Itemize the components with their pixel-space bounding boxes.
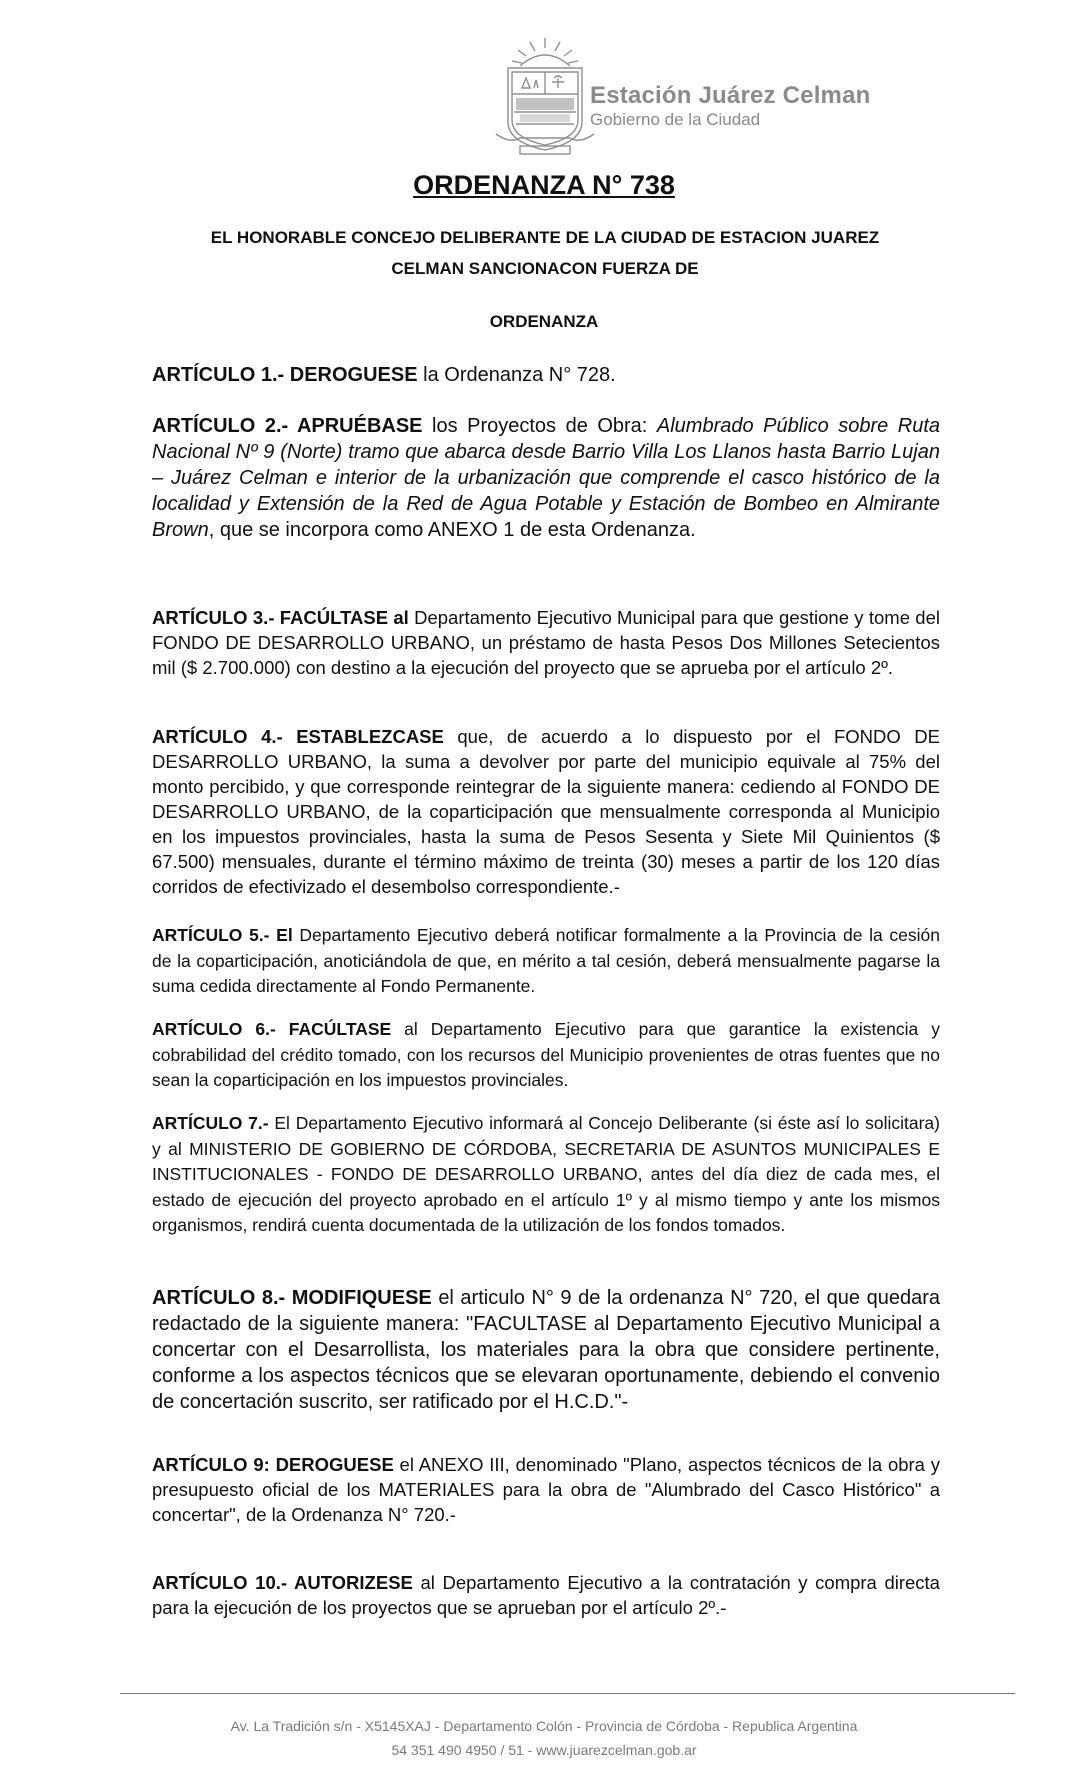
letterhead (490, 34, 930, 159)
municipal-crest-logo (490, 34, 600, 159)
article-1 (152, 362, 940, 388)
brand-title: Estación Juárez Celman (590, 82, 871, 109)
article-7-text: El Departamento Ejecutivo informará al Concejo Deliberante (si éste así lo solicitara) y al MINISTERIO DE GOBIERNO DE CÓRDOBA, SECRETARIA DE ASUNTOS MUNICIPALES E INSTITUCIONALES - FONDO DE DESARROLLO URBANO, antes del día diez de cada mes, el estado de ejecución del proyecto aprobado en el artículo 1º y al mismo tiempo y ante los mismos organismos, rendirá cuenta documentada de la utilización de los fondos tomados. (152, 1113, 940, 1235)
article-2-text-italic: Alumbrado Público sobre Ruta Nacional Nº 9 (Norte) tramo que abarca desde Barrio Villa Los Llanos hasta Barrio Lujan – Juárez Celman e interior de la urbanización que comprende el casco histórico de la localidad y Extensión de la Red de Agua Potable y Estación de Bombeo en Almirante Brown (152, 415, 941, 541)
article-6-text: al Departamento Ejecutivo para que garantice la existencia y cobrabilidad del crédito tomado, con los recursos del Municipio provenientes de otras fuentes que no sean la coparticipación en los impuestos provinciales. (152, 1019, 940, 1090)
brand-subtitle: Gobierno de la Ciudad (590, 110, 761, 129)
article-6-label: ARTÍCULO 6.- FACÚLTASE (152, 1019, 392, 1039)
article-5-label: ARTÍCULO 5.- El (152, 925, 293, 945)
article-2-text-pre: los Proyectos de Obra: (422, 415, 657, 437)
footer-address: Av. La Tradición s/n - X5145XAJ - Departamento Colón - Provincia de Córdoba - Republica Argentina (230, 1718, 858, 1734)
article-9 (152, 1452, 940, 1527)
document-subtitle: ORDENANZA (489, 312, 599, 331)
article-2-label: ARTÍCULO 2.- APRUÉBASE (152, 415, 423, 437)
article-8-text: el articulo N° 9 de la ordenanza N° 720, el que quedara redactado de la siguiente manera: "FACULTASE al Departamento Ejecutivo Municipal a concertar con el Desarrollista, los materiales para la obra que considere pertinente, conforme a los aspectos técnicos que se elevaran oportunamente, debiendo el convenio de concertación suscrito, ser ratificado por el H.C.D."- (152, 1287, 940, 1413)
article-5-text: Departamento Ejecutivo deberá notificar formalmente a la Provincia de la cesión de la coparticipación, anoticiándola de que, en mérito a tal cesión, deberá mensualmente pagarse la suma cedida directamente al Fondo Permanente. (152, 925, 940, 996)
article-3 (152, 605, 940, 680)
article-1-label: ARTÍCULO 1.- DEROGUESE (152, 364, 418, 386)
article-9-text: el ANEXO III, denominado "Plano, aspectos técnicos de la obra y presupuesto oficial de los MATERIALES para la obra de "Alumbrado del Casco Histórico" a concertar", de la Ordenanza N° 720.- (152, 1454, 940, 1525)
article-3-text: Departamento Ejecutivo Municipal para que gestione y tome del FONDO DE DESARROLLO URBANO, un préstamo de hasta Pesos Dos Millones Setecientos mil ($ 2.700.000) con destino a la ejecución del proyecto que se aprueba por el artículo 2º. (152, 607, 940, 678)
article-10-text: al Departamento Ejecutivo a la contratación y compra directa para la ejecución de los proyectos que se aprueban por el artículo 2º.- (152, 1572, 940, 1618)
article-10-label: ARTÍCULO 10.- AUTORIZESE (152, 1572, 413, 1593)
article-2 (152, 413, 940, 543)
preamble-line-1: EL HONORABLE CONCEJO DELIBERANTE DE LA CIUDAD DE ESTACION JUAREZ (210, 228, 880, 247)
article-2-text-post: , que se incorpora como ANEXO 1 de esta Ordenanza. (208, 519, 696, 541)
preamble (150, 222, 940, 284)
article-5 (152, 923, 940, 1000)
article-7-label: ARTÍCULO 7.- (152, 1113, 269, 1133)
document-title: ORDENANZA N° 738 (413, 170, 675, 200)
footer-divider (120, 1693, 1015, 1694)
article-1-text: la Ordenanza N° 728. (417, 364, 616, 386)
article-4 (152, 724, 940, 899)
article-4-label: ARTÍCULO 4.- ESTABLEZCASE (152, 726, 444, 747)
article-8-label: ARTÍCULO 8.- MODIFIQUESE (152, 1287, 432, 1309)
article-4-text: que, de acuerdo a lo dispuesto por el FONDO DE DESARROLLO URBANO, la suma a devolver por parte del municipio equivale al 75% del monto percibido, y que corresponde reintegrar de la siguiente manera: cediendo al FONDO DE DESARROLLO URBANO, de la coparticipación que mensualmente corresponda al Municipio en los impuestos provinciales, hasta la suma de Pesos Sesenta y Siete Mil Quinientos ($ 67.500) mensuales, durante el término máximo de treinta (30) meses a partir de los 120 días corridos de efectivizado el desembolso correspondiente.- (152, 726, 941, 897)
article-10 (152, 1570, 940, 1620)
footer-contact: 54 351 490 4950 / 51 - www.juarezcelman.gob.ar (391, 1742, 697, 1758)
preamble-line-2: CELMAN SANCIONACON FUERZA DE (391, 259, 699, 278)
article-8 (152, 1285, 940, 1415)
article-7 (152, 1111, 940, 1239)
article-9-label: ARTÍCULO 9: DEROGUESE (152, 1454, 394, 1475)
article-6 (152, 1017, 940, 1094)
article-3-label: ARTÍCULO 3.- FACÚLTASE al (152, 607, 409, 628)
